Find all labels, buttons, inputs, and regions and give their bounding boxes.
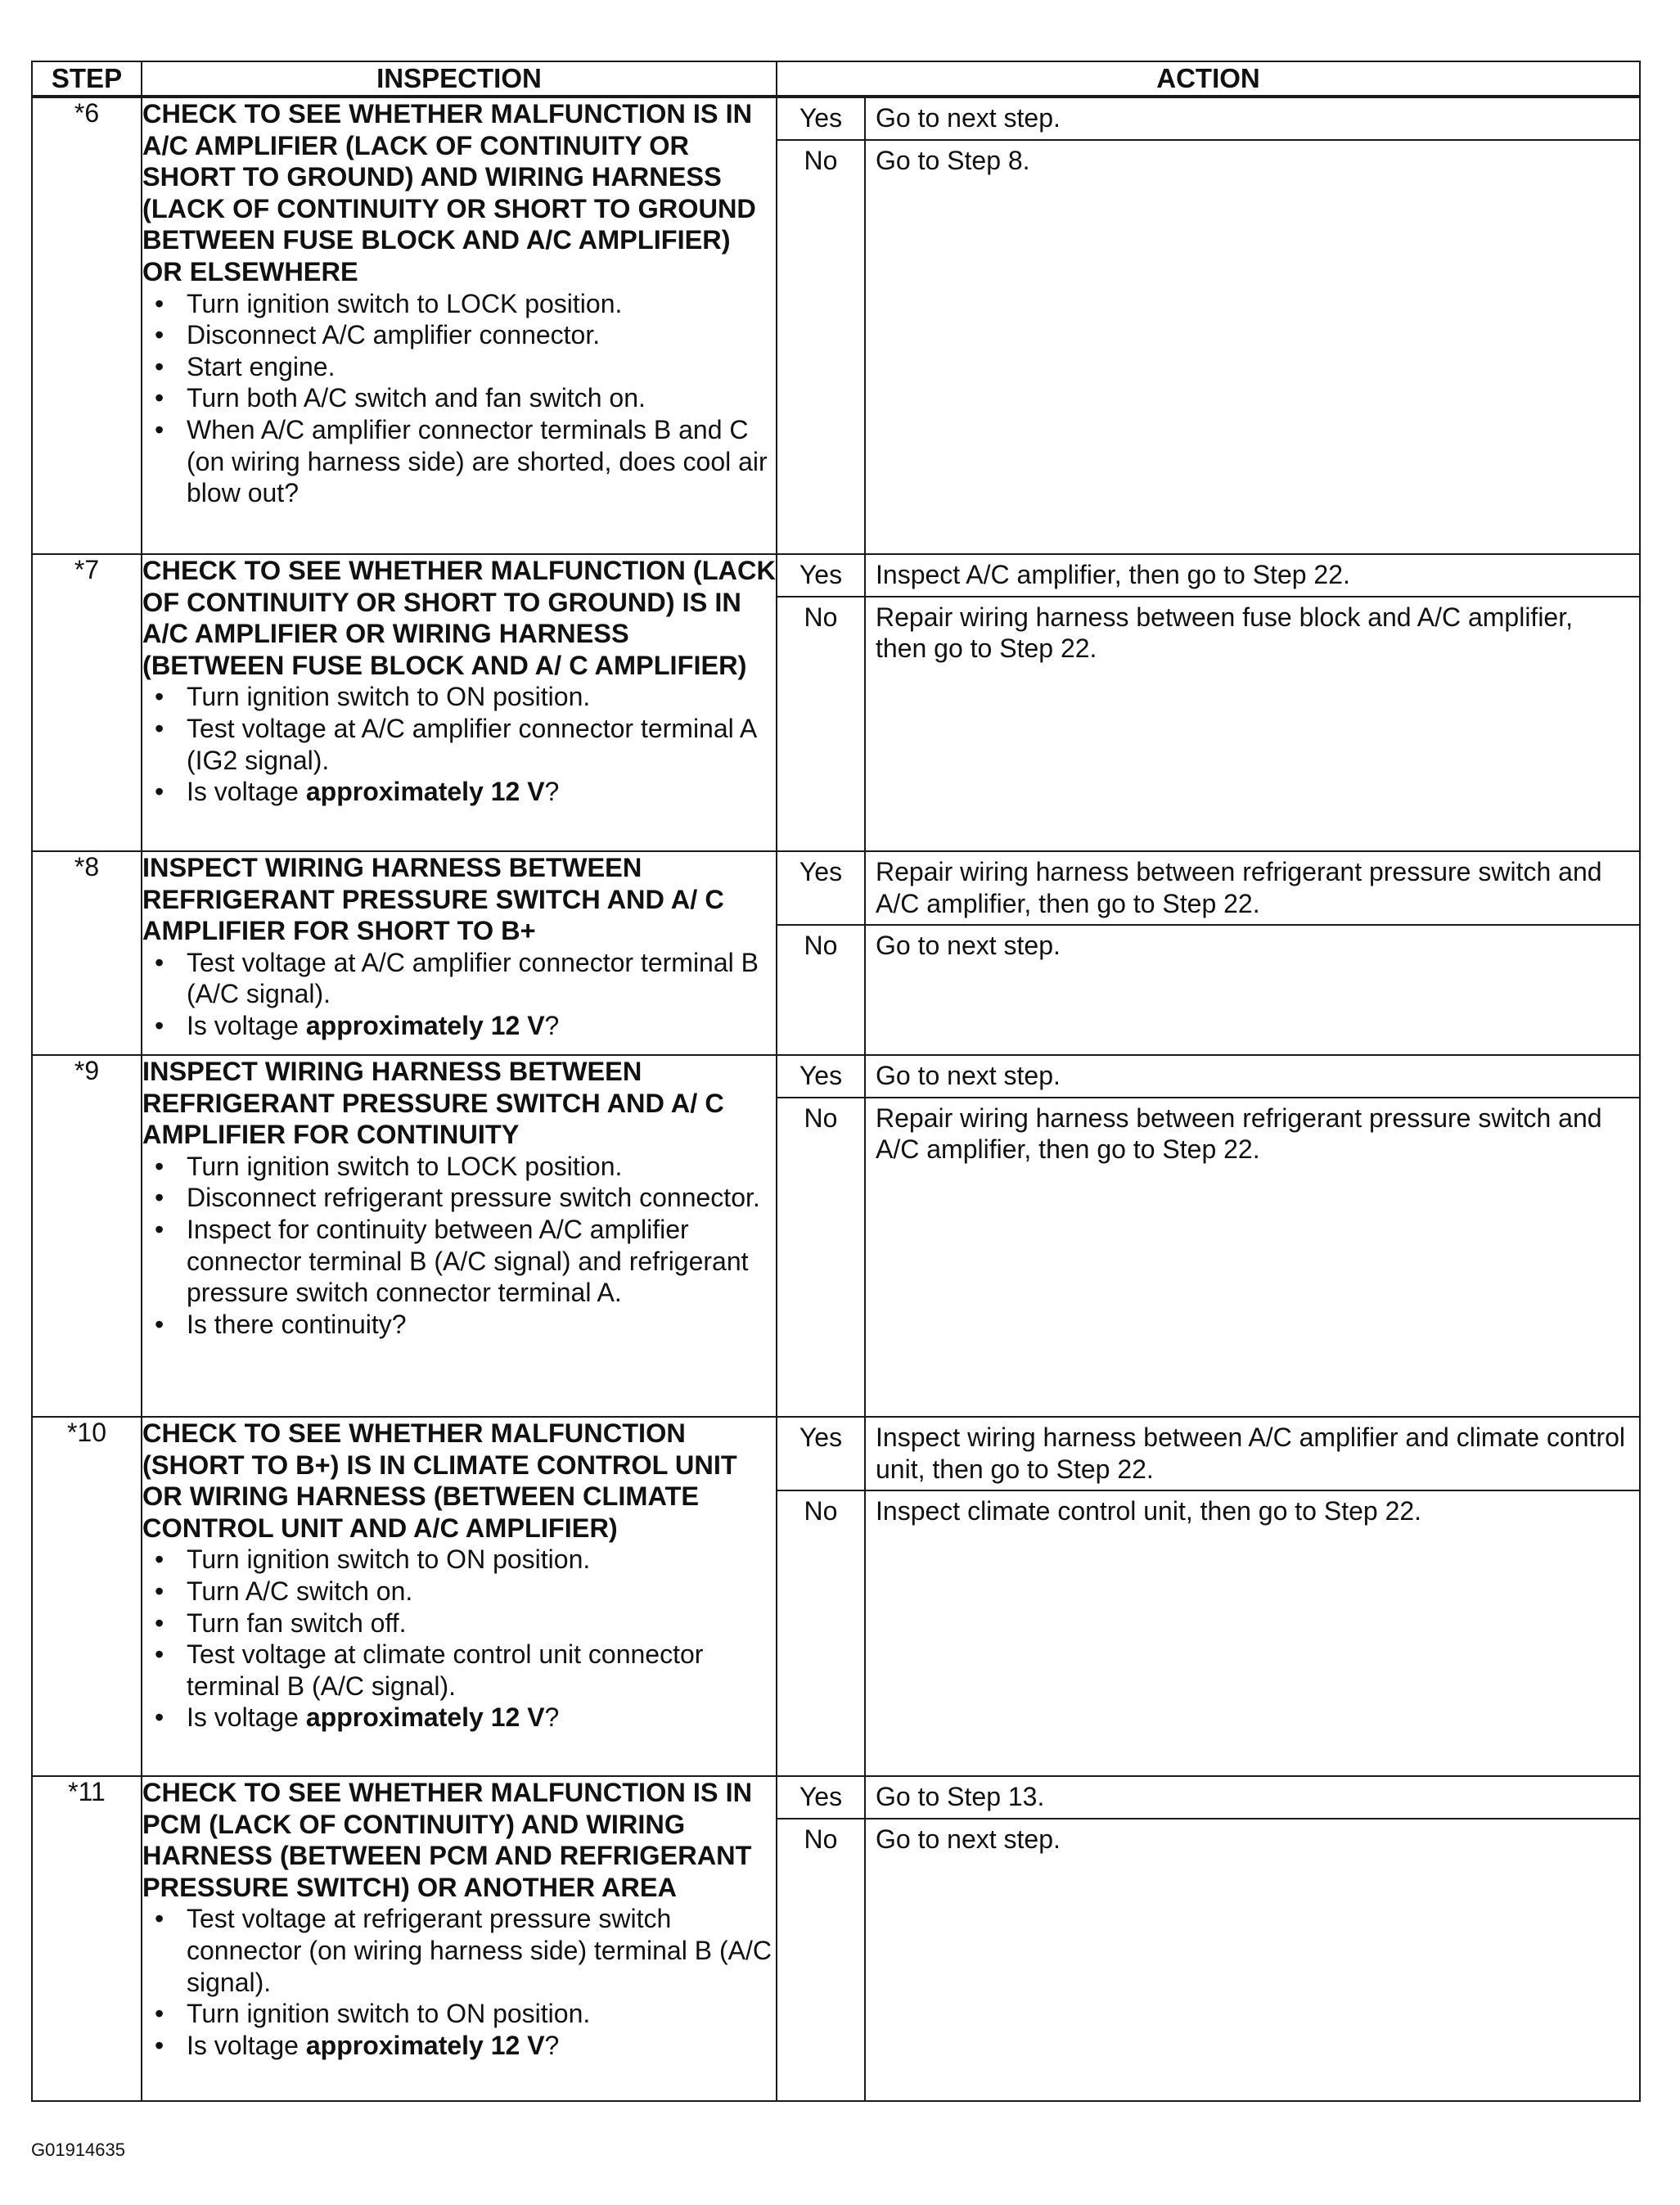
action-column-header: ACTION: [777, 61, 1640, 97]
inspection-column-header: INSPECTION: [142, 61, 777, 97]
inspection-step-item: [142, 288, 776, 320]
inspection-cell: [142, 1776, 777, 2101]
yes-action-text: Repair wiring harness between refrigerant pressure switch and A/C amplifier, then go to Step 22.: [876, 857, 1602, 918]
table-row: [32, 554, 1640, 851]
yes-action-text: Go to next step.: [876, 103, 1061, 133]
inspection-step-item: [142, 2030, 776, 2062]
inspection-step-text: Start engine.: [187, 351, 336, 381]
no-answer-label: No: [777, 1098, 866, 1416]
yes-answer-label: Yes: [777, 1777, 866, 1818]
step-number: *9: [32, 1055, 142, 1417]
inspection-step-text: Disconnect refrigerant pressure switch connector.: [187, 1183, 760, 1213]
inspection-step-text: Turn ignition switch to LOCK position.: [187, 288, 623, 318]
step-column-header: STEP: [32, 61, 142, 97]
diagnostic-procedure-table-container: [31, 61, 1639, 2102]
inspection-title: INSPECT WIRING HARNESS BETWEEN REFRIGERANT PRESSURE SWITCH AND A/ C AMPLIFIER FOR CONTINUITY: [142, 1057, 724, 1150]
no-action-text: Repair wiring harness between refrigerant pressure switch and A/C amplifier, then go to Step 22.: [876, 1102, 1602, 1165]
inspection-step-item: [142, 1639, 776, 1702]
action-cell: [777, 97, 1640, 554]
inspection-step-item: [142, 319, 776, 351]
inspection-step-item: [142, 776, 776, 808]
yes-answer-label: Yes: [777, 1056, 866, 1097]
inspection-steps-list: [142, 1903, 776, 2061]
inspection-step-suffix: ?: [544, 2030, 560, 2060]
step-number: *11: [32, 1776, 142, 2101]
inspection-step-emphasis: approximately 12 V: [305, 1702, 545, 1733]
inspection-step-item: [142, 1151, 776, 1183]
no-outcome-row: [777, 924, 1639, 1054]
table-row: [32, 1055, 1640, 1417]
inspection-title: INSPECT WIRING HARNESS BETWEEN REFRIGERANT PRESSURE SWITCH AND A/ C AMPLIFIER FOR SHORT TO B+: [142, 853, 724, 946]
inspection-cell: [142, 851, 777, 1055]
inspection-step-item: [142, 681, 776, 713]
action-cell: [777, 1055, 1640, 1417]
inspection-step-text: Turn both A/C switch and fan switch on.: [187, 383, 646, 413]
action-cell: [777, 554, 1640, 851]
inspection-step-item: [142, 1544, 776, 1576]
inspection-step-suffix: ?: [544, 777, 560, 807]
inspection-steps-list: [142, 681, 776, 807]
no-outcome-row: [777, 1097, 1639, 1416]
inspection-step-text: Inspect for continuity between A/C amplifier connector terminal B (A/C signal) and refrigerant pressure switch connector terminal A.: [187, 1214, 749, 1308]
inspection-steps-list: [142, 1151, 776, 1341]
inspection-step-text: Test voltage at climate control unit connector terminal B (A/C signal).: [187, 1639, 704, 1701]
yes-action-text: Inspect A/C amplifier, then go to Step 22.: [876, 560, 1350, 589]
inspection-step-text: When A/C amplifier connector terminals B and C (on wiring harness side) are shorted, does cool air blow out?: [187, 414, 768, 508]
inspection-title: CHECK TO SEE WHETHER MALFUNCTION IS IN PCM (LACK OF CONTINUITY) AND WIRING HARNESS (BETWEEN PCM AND REFRIGERANT PRESSURE SWITCH) OR ANOTHER AREA: [142, 1778, 753, 1902]
no-answer-label: No: [777, 926, 866, 1054]
inspection-cell: [142, 97, 777, 554]
yes-outcome-row: [777, 1418, 1639, 1490]
yes-outcome-row: [777, 852, 1639, 924]
yes-answer-label: Yes: [777, 98, 866, 139]
inspection-step-text: Is voltage: [187, 1010, 306, 1040]
inspection-step-text: Turn A/C switch on.: [187, 1576, 413, 1606]
inspection-step-item: [142, 1608, 776, 1639]
no-action-text: Go to next step.: [876, 931, 1061, 961]
inspection-step-text: Test voltage at A/C amplifier connector terminal A (IG2 signal).: [187, 713, 756, 775]
yes-answer-label: Yes: [777, 852, 866, 924]
no-answer-label: No: [777, 141, 866, 553]
step-number: *7: [32, 554, 142, 851]
diagnostic-steps-table: [31, 61, 1641, 2102]
table-row: [32, 1417, 1640, 1776]
inspection-step-text: Is voltage: [187, 777, 306, 807]
no-outcome-row: [777, 596, 1639, 850]
inspection-step-text: Disconnect A/C amplifier connector.: [187, 320, 601, 350]
inspection-title: CHECK TO SEE WHETHER MALFUNCTION (SHORT TO B+) IS IN CLIMATE CONTROL UNIT OR WIRING HARNESS (BETWEEN CLIMATE CONTROL UNIT AND A/C AMPLIFIER): [142, 1418, 737, 1543]
inspection-step-item: [142, 1702, 776, 1734]
inspection-step-item: [142, 1309, 776, 1341]
table-row: [32, 97, 1640, 554]
no-outcome-row: [777, 139, 1639, 553]
inspection-cell: [142, 554, 777, 851]
table-row: [32, 1776, 1640, 2101]
yes-outcome-row: [777, 1777, 1639, 1818]
inspection-step-suffix: ?: [544, 1010, 560, 1040]
figure-code: G01914635: [31, 2140, 125, 2160]
table-header-row: [32, 61, 1640, 97]
inspection-title: CHECK TO SEE WHETHER MALFUNCTION (LACK OF CONTINUITY OR SHORT TO GROUND) IS IN A/C AMPLIFIER OR WIRING HARNESS (BETWEEN FUSE BLOCK AND A/ C AMPLIFIER): [142, 556, 776, 680]
inspection-step-item: [142, 1182, 776, 1214]
inspection-step-item: [142, 1998, 776, 2030]
inspection-step-item: [142, 1214, 776, 1309]
yes-outcome-row: [777, 98, 1639, 139]
no-action-text: Go to next step.: [876, 1824, 1061, 1854]
inspection-step-item: [142, 1576, 776, 1608]
inspection-step-item: [142, 1903, 776, 1998]
no-answer-label: No: [777, 1491, 866, 1775]
inspection-step-item: [142, 947, 776, 1010]
step-number: *8: [32, 851, 142, 1055]
step-number: *6: [32, 97, 142, 554]
inspection-cell: [142, 1055, 777, 1417]
inspection-step-item: [142, 414, 776, 509]
inspection-steps-list: [142, 288, 776, 509]
inspection-step-text: Test voltage at A/C amplifier connector terminal B (A/C signal).: [187, 947, 759, 1009]
inspection-step-emphasis: approximately 12 V: [305, 777, 545, 807]
inspection-cell: [142, 1417, 777, 1776]
inspection-step-text: Turn fan switch off.: [187, 1608, 407, 1638]
yes-action-text: Inspect wiring harness between A/C amplifier and climate control unit, then go to Step 22.: [876, 1423, 1625, 1484]
step-number: *10: [32, 1417, 142, 1776]
inspection-step-text: Turn ignition switch to ON position.: [187, 1544, 591, 1575]
inspection-step-text: Turn ignition switch to LOCK position.: [187, 1151, 623, 1181]
no-answer-label: No: [777, 597, 866, 850]
yes-action-text: Go to Step 13.: [876, 1782, 1045, 1811]
inspection-step-emphasis: approximately 12 V: [305, 1010, 545, 1040]
action-cell: [777, 851, 1640, 1055]
inspection-step-item: [142, 1010, 776, 1042]
inspection-step-text: Turn ignition switch to ON position.: [187, 1999, 591, 2029]
inspection-step-text: Is voltage: [187, 1702, 306, 1733]
yes-action-text: Go to next step.: [876, 1061, 1061, 1090]
inspection-step-text: Is voltage: [187, 2030, 306, 2060]
yes-answer-label: Yes: [777, 555, 866, 596]
inspection-step-item: [142, 351, 776, 383]
inspection-step-item: [142, 713, 776, 776]
yes-answer-label: Yes: [777, 1418, 866, 1490]
inspection-step-text: Test voltage at refrigerant pressure switch connector (on wiring harness side) terminal B (A/C signal).: [187, 1904, 772, 1997]
inspection-step-suffix: ?: [544, 1702, 560, 1733]
action-cell: [777, 1776, 1640, 2101]
yes-outcome-row: [777, 555, 1639, 596]
table-body: [32, 97, 1640, 2101]
inspection-step-item: [142, 382, 776, 414]
inspection-title: CHECK TO SEE WHETHER MALFUNCTION IS IN A/C AMPLIFIER (LACK OF CONTINUITY OR SHORT TO GROUND) AND WIRING HARNESS (LACK OF CONTINUITY OR SHORT TO GROUND BETWEEN FUSE BLOCK AND A/C AMPLIFIER) OR ELSEWHERE: [142, 99, 756, 286]
no-answer-label: No: [777, 1819, 866, 2100]
yes-outcome-row: [777, 1056, 1639, 1097]
no-outcome-row: [777, 1490, 1639, 1775]
inspection-step-text: Turn ignition switch to ON position.: [187, 682, 591, 712]
action-cell: [777, 1417, 1640, 1776]
inspection-step-emphasis: approximately 12 V: [305, 2030, 545, 2060]
inspection-steps-list: [142, 1544, 776, 1734]
inspection-steps-list: [142, 947, 776, 1042]
no-action-text: Go to Step 8.: [876, 145, 1030, 175]
no-action-text: Inspect climate control unit, then go to Step 22.: [876, 1496, 1422, 1526]
inspection-step-text: Is there continuity?: [187, 1309, 407, 1339]
no-outcome-row: [777, 1818, 1639, 2100]
table-row: [32, 851, 1640, 1055]
no-action-text: Repair wiring harness between fuse block and A/C amplifier, then go to Step 22.: [876, 602, 1573, 664]
